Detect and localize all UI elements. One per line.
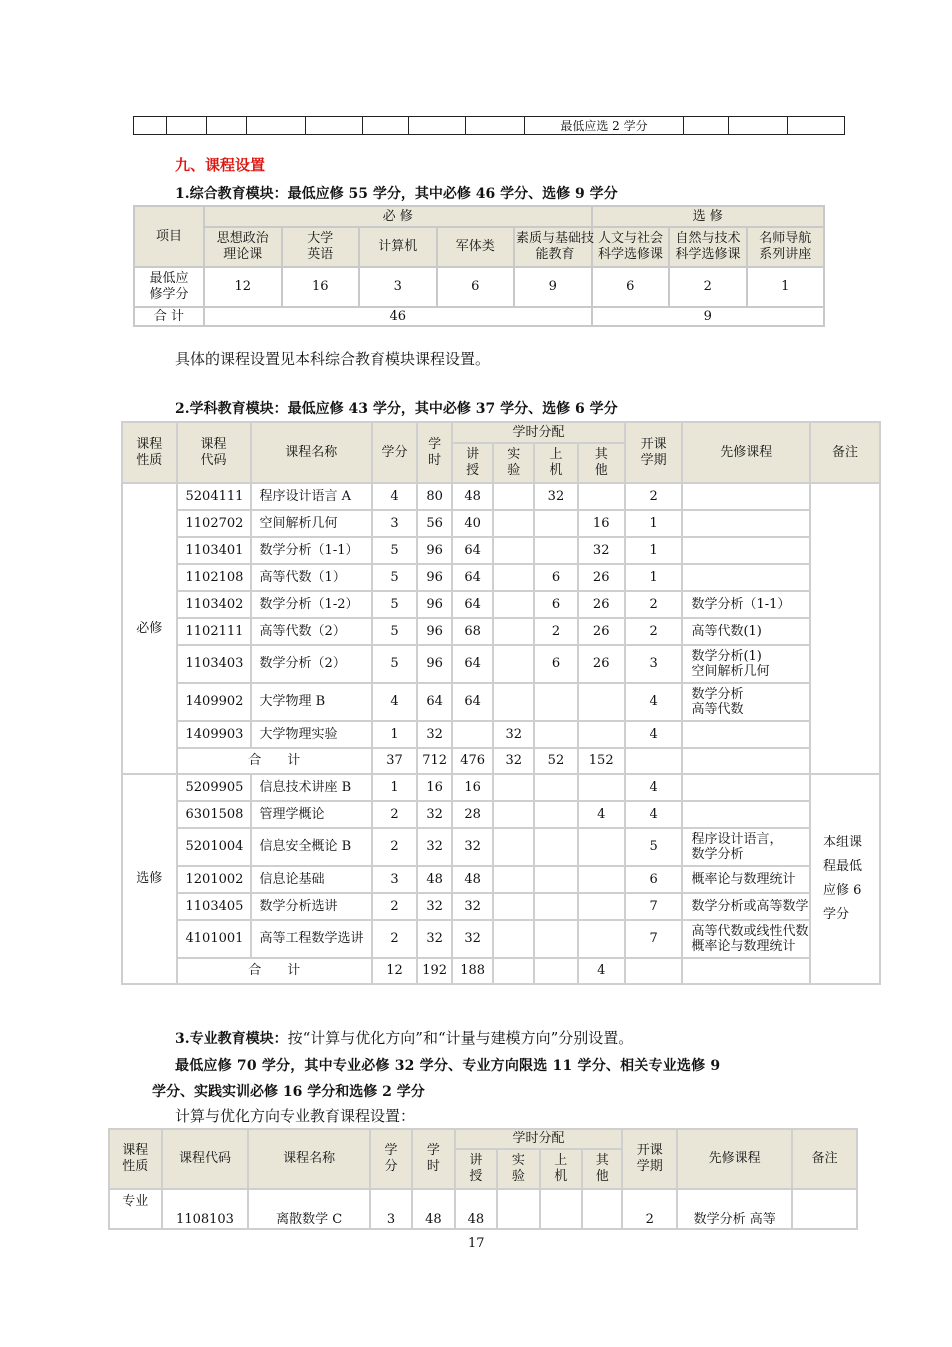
credit-cell: 12 xyxy=(204,267,282,307)
name-cell: 数学分析（1-1） xyxy=(251,537,372,564)
prereq-cell xyxy=(682,564,810,591)
name-cell: 信息论基础 xyxy=(251,866,372,893)
remark-header: 备注 xyxy=(810,422,880,483)
module3-line1 xyxy=(175,1027,633,1048)
total-required: 46 xyxy=(204,307,592,326)
code-cell: 1103405 xyxy=(177,893,251,920)
table-row xyxy=(122,828,880,866)
hours-cell: 32 xyxy=(417,801,452,828)
computer-cell xyxy=(534,537,577,564)
col-header: 素质与基础技能教育 xyxy=(515,231,594,262)
col-header: 军体类 xyxy=(437,227,515,267)
hours-cell: 48 xyxy=(412,1189,454,1229)
prereq-line: 数学分析(1) xyxy=(691,649,762,664)
table-row xyxy=(109,1129,857,1149)
lab-cell xyxy=(493,683,534,721)
other-cell xyxy=(578,866,625,893)
lab-cell xyxy=(493,645,534,683)
dist-header: 学时分配 xyxy=(452,422,625,443)
term-cell: 4 xyxy=(625,801,683,828)
prereq-cell xyxy=(682,645,810,683)
total-elective: 9 xyxy=(592,307,825,326)
hours-cell: 64 xyxy=(417,683,452,721)
total-hours: 192 xyxy=(417,958,452,984)
lab-header: 实验 xyxy=(507,447,521,478)
lecture-cell: 64 xyxy=(452,645,493,683)
module3-note: 计算与优化方向专业教育课程设置： xyxy=(175,1107,416,1125)
module3-desc: 按“计算与优化方向”和“计量与建模方向”分别设置。 xyxy=(287,1029,634,1047)
hours-cell: 96 xyxy=(417,591,452,618)
total-lab: 32 xyxy=(493,748,534,774)
credit-cell: 5 xyxy=(372,645,417,683)
total-hours: 712 xyxy=(417,748,452,774)
computer-cell xyxy=(534,828,577,866)
lecture-header: 讲授 xyxy=(469,1153,483,1184)
other-cell xyxy=(578,920,625,958)
credit-cell: 1 xyxy=(372,721,417,748)
total-label: 合 计 xyxy=(134,307,204,326)
lab-header: 实验 xyxy=(511,1153,525,1184)
term-cell: 4 xyxy=(625,683,683,721)
prereq-cell xyxy=(682,774,810,801)
prereq-line: 高等代数或线性代数 xyxy=(691,924,809,939)
hours-header: 学时 xyxy=(428,436,442,468)
table-row xyxy=(122,801,880,828)
total-computer xyxy=(534,958,577,984)
name-cell: 数学分析（2） xyxy=(251,645,372,683)
remark-cell xyxy=(810,774,880,984)
prereq-line: 空间解析几何 xyxy=(691,664,770,679)
major-table-clip xyxy=(108,1128,858,1227)
credit-cell: 1 xyxy=(747,267,825,307)
lab-cell xyxy=(493,537,534,564)
remark-text: 本组课程最低应修 6 学分 xyxy=(822,835,862,922)
computer-cell xyxy=(534,774,577,801)
term-cell: 6 xyxy=(625,866,683,893)
term-cell: 1 xyxy=(625,537,683,564)
code-cell: 1102108 xyxy=(177,564,251,591)
other-cell xyxy=(578,483,625,510)
name-cell: 信息安全概论 B xyxy=(251,828,372,866)
computer-cell: 6 xyxy=(534,591,577,618)
computer-cell: 6 xyxy=(534,564,577,591)
lecture-cell: 64 xyxy=(452,591,493,618)
hours-cell: 96 xyxy=(417,537,452,564)
other-cell xyxy=(578,893,625,920)
term-cell: 5 xyxy=(625,828,683,866)
term-cell: 2 xyxy=(625,618,683,645)
code-cell: 1103402 xyxy=(177,591,251,618)
hours-cell: 96 xyxy=(417,645,452,683)
name-cell: 程序设计语言 A xyxy=(251,483,372,510)
lecture-cell: 64 xyxy=(452,564,493,591)
computer-cell xyxy=(534,866,577,893)
computer-cell: 32 xyxy=(534,483,577,510)
code-cell: 5204111 xyxy=(177,483,251,510)
prereq-cell xyxy=(682,483,810,510)
remark-cell xyxy=(810,483,880,774)
module3-line3: 学分、实践实训必修 16 学分和选修 2 学分 xyxy=(152,1084,425,1100)
total-label: 合 计 xyxy=(177,748,372,774)
section-title: 九、课程设置 xyxy=(175,156,266,174)
term-cell: 2 xyxy=(625,483,683,510)
credit-cell: 6 xyxy=(592,267,670,307)
lab-cell xyxy=(493,564,534,591)
hours-cell: 80 xyxy=(417,483,452,510)
code-header: 课程代码 xyxy=(162,1129,249,1189)
prereq-cell xyxy=(682,828,810,866)
computer-cell xyxy=(534,510,577,537)
code-header: 课程代码 xyxy=(200,436,227,468)
name-header: 课程名称 xyxy=(251,422,372,483)
name-cell: 数学分析（1-2） xyxy=(251,591,372,618)
credit-cell: 1 xyxy=(372,774,417,801)
prereq-cell xyxy=(682,683,810,721)
prereq-line: 程序设计语言， xyxy=(691,832,783,847)
prereq-line: 数学分析 xyxy=(691,847,744,862)
hours-cell: 32 xyxy=(417,893,452,920)
name-cell: 管理学概论 xyxy=(251,801,372,828)
row-label: 最低应修学分 xyxy=(149,271,189,302)
total-lab xyxy=(493,958,534,984)
credit-cell: 4 xyxy=(372,483,417,510)
table-row xyxy=(122,774,880,801)
name-header: 课程名称 xyxy=(248,1129,369,1189)
lecture-cell: 64 xyxy=(452,537,493,564)
term-cell: 7 xyxy=(625,893,683,920)
hours-cell: 96 xyxy=(417,564,452,591)
code-cell: 1201002 xyxy=(177,866,251,893)
table-row xyxy=(122,866,880,893)
lab-cell xyxy=(493,866,534,893)
table-row xyxy=(122,422,880,443)
lecture-cell: 48 xyxy=(452,866,493,893)
hours-cell: 48 xyxy=(417,866,452,893)
lab-cell xyxy=(493,774,534,801)
lecture-cell: 32 xyxy=(452,920,493,958)
credit-header: 学分 xyxy=(372,422,417,483)
total-lecture: 188 xyxy=(452,958,493,984)
table-row xyxy=(122,920,880,958)
prereq-cell: 数学分析 高等 xyxy=(677,1189,792,1229)
credit-cell: 5 xyxy=(372,537,417,564)
credit-cell: 6 xyxy=(437,267,515,307)
total-label: 合 计 xyxy=(177,958,372,984)
credit-cell: 2 xyxy=(372,893,417,920)
prereq-cell: 高等代数(1) xyxy=(682,618,810,645)
other-header: 其他 xyxy=(595,1153,609,1184)
item-header: 项目 xyxy=(134,206,204,267)
prereq-line: 高等代数 xyxy=(691,702,744,717)
discipline-education-table xyxy=(121,421,881,985)
name-cell: 离散数学 C xyxy=(248,1189,369,1229)
credit-cell: 3 xyxy=(370,1189,412,1229)
hours-cell: 32 xyxy=(417,920,452,958)
other-cell: 26 xyxy=(578,564,625,591)
module3-line2: 最低应修 70 学分，其中专业必修 32 学分、专业方向限选 11 学分、相关专业选修 9 xyxy=(175,1058,721,1074)
table-row xyxy=(122,591,880,618)
name-cell: 高等工程数学选讲 xyxy=(251,920,372,958)
nature-cell: 必修 xyxy=(122,483,177,774)
total-row xyxy=(122,748,880,774)
prereq-cell: 数学分析（1-1） xyxy=(682,591,810,618)
module1-title: 1.综合教育模块：最低应修 55 学分，其中必修 46 学分、选修 9 学分 xyxy=(175,186,618,202)
lecture-cell: 68 xyxy=(452,618,493,645)
name-cell: 高等代数（1） xyxy=(251,564,372,591)
remark-header: 备注 xyxy=(792,1129,857,1189)
prereq-cell xyxy=(682,721,810,748)
table-row xyxy=(122,564,880,591)
other-cell xyxy=(578,683,625,721)
computer-cell: 6 xyxy=(534,645,577,683)
other-cell xyxy=(578,828,625,866)
total-credit: 37 xyxy=(372,748,417,774)
lecture-cell: 40 xyxy=(452,510,493,537)
table-row xyxy=(134,307,824,326)
credit-cell: 2 xyxy=(372,801,417,828)
computer-cell xyxy=(534,721,577,748)
table-row xyxy=(134,117,845,135)
table-row xyxy=(122,618,880,645)
prereq-line: 数学分析 xyxy=(691,687,744,702)
name-cell: 信息技术讲座 B xyxy=(251,774,372,801)
major-education-table xyxy=(108,1128,858,1230)
credit-header: 学分 xyxy=(384,1143,398,1174)
credit-cell: 2 xyxy=(372,828,417,866)
computer-cell xyxy=(534,801,577,828)
code-cell: 1102111 xyxy=(177,618,251,645)
lecture-cell: 32 xyxy=(452,828,493,866)
credit-cell: 3 xyxy=(372,510,417,537)
top-fragment-table xyxy=(133,116,845,135)
lecture-cell: 48 xyxy=(455,1189,497,1229)
code-cell: 5201004 xyxy=(177,828,251,866)
credit-cell: 5 xyxy=(372,618,417,645)
table-row xyxy=(122,537,880,564)
other-cell: 4 xyxy=(578,801,625,828)
general-education-table xyxy=(133,205,825,327)
lab-cell xyxy=(493,510,534,537)
credit-cell: 2 xyxy=(669,267,747,307)
other-cell: 32 xyxy=(578,537,625,564)
page-number: 17 xyxy=(468,1236,485,1251)
hours-cell: 96 xyxy=(417,618,452,645)
other-cell: 26 xyxy=(578,618,625,645)
col-header: 计算机 xyxy=(359,227,437,267)
dist-header: 学时分配 xyxy=(455,1129,623,1149)
term-cell: 4 xyxy=(625,774,683,801)
computer-header: 上机 xyxy=(554,1153,568,1184)
prereq-cell xyxy=(682,537,810,564)
credit-cell: 2 xyxy=(372,920,417,958)
nature-header: 课程性质 xyxy=(122,1143,149,1174)
module3-title: 3.专业教育模块： xyxy=(175,1031,288,1047)
other-header: 其他 xyxy=(594,447,608,478)
term-cell: 2 xyxy=(625,591,683,618)
prereq-cell: 概率论与数理统计 xyxy=(682,866,810,893)
credit-cell: 3 xyxy=(372,866,417,893)
term-cell: 4 xyxy=(625,721,683,748)
prereq-cell xyxy=(682,801,810,828)
hours-cell: 56 xyxy=(417,510,452,537)
prereq-cell xyxy=(682,920,810,958)
hours-cell: 32 xyxy=(417,721,452,748)
lecture-cell: 48 xyxy=(452,483,493,510)
table-row xyxy=(122,683,880,721)
hours-header: 学时 xyxy=(426,1143,440,1174)
hours-cell: 16 xyxy=(417,774,452,801)
lab-cell xyxy=(493,828,534,866)
total-computer: 52 xyxy=(534,748,577,774)
col-header: 自然与技术科学选修课 xyxy=(675,231,741,262)
term-cell: 1 xyxy=(625,510,683,537)
name-cell: 空间解析几何 xyxy=(251,510,372,537)
lecture-cell: 28 xyxy=(452,801,493,828)
table-row xyxy=(122,483,880,510)
term-header: 开课学期 xyxy=(640,436,667,468)
elective-header: 选 修 xyxy=(592,206,825,227)
module2-title: 2.学科教育模块：最低应修 43 学分，其中必修 37 学分、选修 6 学分 xyxy=(175,401,618,417)
term-header: 开课学期 xyxy=(636,1143,663,1174)
other-cell xyxy=(578,774,625,801)
code-cell: 1103401 xyxy=(177,537,251,564)
other-cell: 26 xyxy=(578,645,625,683)
term-cell: 1 xyxy=(625,564,683,591)
term-cell: 2 xyxy=(622,1189,677,1229)
code-cell: 4101001 xyxy=(177,920,251,958)
lecture-cell xyxy=(452,721,493,748)
module1-note: 具体的课程设置见本科综合教育模块课程设置。 xyxy=(175,350,491,368)
lab-cell xyxy=(493,618,534,645)
computer-cell xyxy=(534,683,577,721)
nature-header: 课程性质 xyxy=(136,436,163,468)
name-cell: 大学物理 B xyxy=(251,683,372,721)
min-elective-note: 最低应选 2 学分 xyxy=(525,117,684,135)
col-header: 大学英语 xyxy=(307,231,334,262)
code-cell: 5209905 xyxy=(177,774,251,801)
lab-cell xyxy=(493,591,534,618)
lab-cell xyxy=(493,893,534,920)
name-cell: 大学物理实验 xyxy=(251,721,372,748)
lecture-cell: 32 xyxy=(452,893,493,920)
term-cell: 7 xyxy=(625,920,683,958)
total-other: 4 xyxy=(578,958,625,984)
credit-cell: 5 xyxy=(372,591,417,618)
code-cell: 1103403 xyxy=(177,645,251,683)
col-header: 人文与社会科学选修课 xyxy=(597,231,663,262)
lab-cell xyxy=(493,920,534,958)
nature-cell: 专业 xyxy=(109,1189,162,1229)
total-row xyxy=(122,958,880,984)
term-cell: 3 xyxy=(625,645,683,683)
lecture-header: 讲授 xyxy=(466,447,480,478)
total-credit: 12 xyxy=(372,958,417,984)
credit-cell: 5 xyxy=(372,564,417,591)
hours-cell: 32 xyxy=(417,828,452,866)
table-row xyxy=(109,1189,857,1229)
col-header: 名师导航系列讲座 xyxy=(759,231,812,262)
lecture-cell: 64 xyxy=(452,683,493,721)
other-cell xyxy=(578,721,625,748)
table-row xyxy=(122,510,880,537)
code-cell: 1102702 xyxy=(177,510,251,537)
code-cell: 1108103 xyxy=(162,1189,249,1229)
lab-cell xyxy=(493,801,534,828)
credit-cell: 4 xyxy=(372,683,417,721)
nature-cell: 选修 xyxy=(122,774,177,984)
total-lecture: 476 xyxy=(452,748,493,774)
code-cell: 6301508 xyxy=(177,801,251,828)
col-header: 思想政治理论课 xyxy=(216,231,269,262)
name-cell: 高等代数（2） xyxy=(251,618,372,645)
table-row xyxy=(134,267,824,307)
prereq-line: 概率论与数理统计 xyxy=(691,939,796,954)
computer-header: 上机 xyxy=(549,447,563,478)
table-row xyxy=(122,721,880,748)
other-cell: 26 xyxy=(578,591,625,618)
computer-cell xyxy=(534,920,577,958)
computer-cell: 2 xyxy=(534,618,577,645)
lab-cell xyxy=(493,483,534,510)
table-row xyxy=(134,206,824,227)
credit-cell: 3 xyxy=(359,267,437,307)
prereq-cell xyxy=(682,510,810,537)
prereq-cell: 数学分析或高等数学 xyxy=(682,893,810,920)
lab-cell: 32 xyxy=(493,721,534,748)
required-header: 必 修 xyxy=(204,206,592,227)
table-row xyxy=(134,227,824,267)
prereq-header: 先修课程 xyxy=(682,422,810,483)
name-cell: 数学分析选讲 xyxy=(251,893,372,920)
credit-cell: 16 xyxy=(282,267,360,307)
code-cell: 1409902 xyxy=(177,683,251,721)
other-cell: 16 xyxy=(578,510,625,537)
code-cell: 1409903 xyxy=(177,721,251,748)
computer-cell xyxy=(534,893,577,920)
total-other: 152 xyxy=(578,748,625,774)
table-row xyxy=(122,893,880,920)
credit-cell: 9 xyxy=(514,267,592,307)
lecture-cell: 16 xyxy=(452,774,493,801)
prereq-header: 先修课程 xyxy=(677,1129,792,1189)
table-row xyxy=(122,645,880,683)
